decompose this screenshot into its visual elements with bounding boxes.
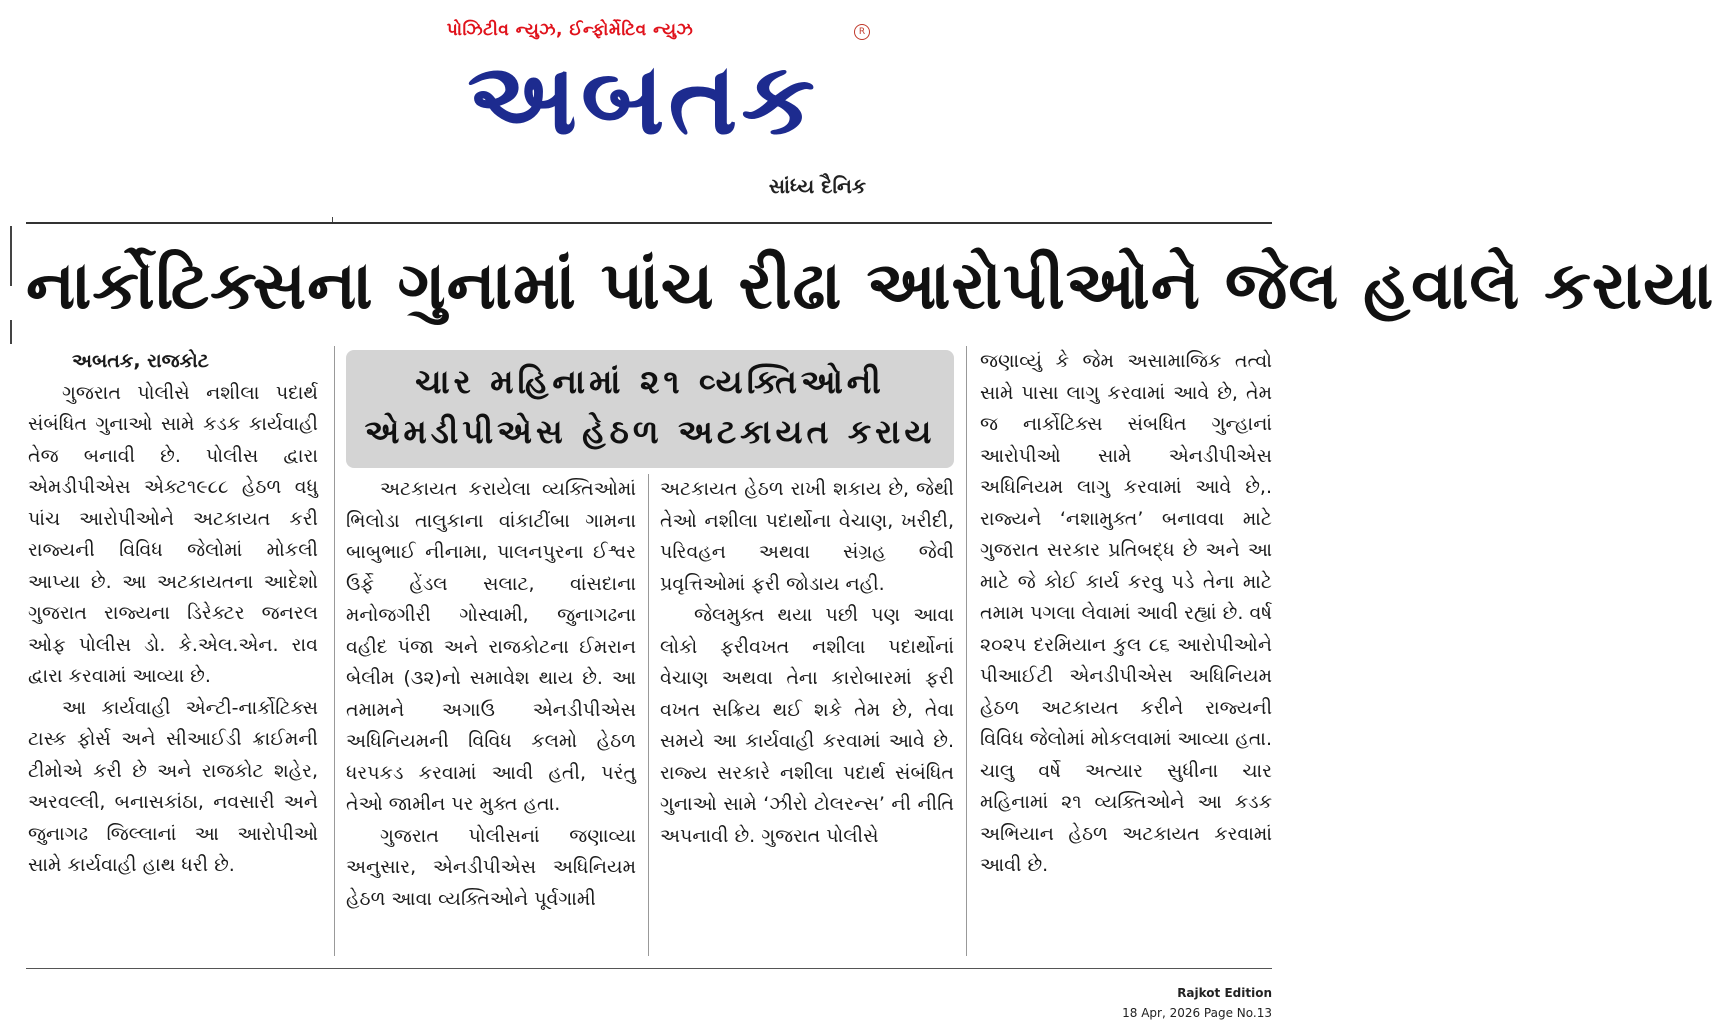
paragraph: જણાવ્યું કે જેમ અસામાજિક તત્વો સામે પાસા લાગુ કરવામાં આવે છે, તેમ જ નાર્કોટિક્સ સંબધિત ગુન્હાનાં આરોપીઓ સામે એનડીપીએસ અધિનિયમ લાગુ કરવામાં આવે છે,. રાજ્યને ‘નશામુક્ત’ બનાવવા માટે ગુજરાત સરકાર પ્રતિબદ્ધ છે અને આ માટે જે કોઈ કાર્ય કરવુ પડે તેના માટે તમામ પગલા લેવામાં આવી રહ્યાં છે. વર્ષ ૨૦૨૫ દરમિયાન કુલ ૮૬ આરોપીઓને પીઆઈટી એનડીપીએસ અધિનિયમ હેઠળ અટકાયત કરીને રાજ્યની વિવિધ જેલોમાં મોકલવામાં આવ્યા હતા. ચાલુ વર્ષે અત્યાર સુધીના ચાર મહિનામાં ૨૧ વ્યક્તિઓને આ કડક અભિયાન હેઠળ અટકાયત કરવામાં આવી છે. (980, 350, 1272, 876)
top-rule (26, 222, 1272, 224)
column-divider (334, 346, 335, 956)
registered-mark-icon: R (854, 24, 870, 40)
crop-mark (10, 226, 12, 286)
paragraph: અટકાયત હેઠળ રાખી શકાય છે, જેથી તેઓ નશીલા પદાર્થોના વેચાણ, ખરીદી, પરિવહન અથવા સંગ્રહ જેવી પ્રવૃત્તિઓમાં ફરી જોડાય નહી. (660, 478, 954, 595)
bottom-rule (26, 968, 1272, 969)
paragraph: અટકાયત કરાયેલા વ્યક્તિઓમાં ભિલોડા તાલુકાના વાંકાટીંબા ગામના બાબુભાઈ નીનામા, પાલનપુરના ઈશ્વર ઉર્ફે હેંડલ સલાટ, વાંસદાના મનોજગીરી ગોસ્વામી, જુનાગઢના વહીદ પંજા અને રાજકોટના ઈમરાન બેલીમ (૩૨)નો સમાવેશ થાય છે. આ તમામને અગાઉ એનડીપીએસ અધિનિયમની વિવિધ કલમો હેઠળ ધરપકડ કરવામાં આવી હતી, પરંતુ તેઓ જામીન પર મુક્ત હતા. (346, 478, 636, 815)
article-column-4 (980, 346, 1272, 882)
article-headline: નાર્કોટિક્સના ગુનામાં પાંચ રીઢા આરોપીઓને જેલ હવાલે કરાયા (26, 247, 1714, 324)
paragraph: આ કાર્યવાહી એન્ટી-નાર્કોટિક્સ ટાસ્ક ફોર્સ અને સીઆઈડી ક્રાઈમની ટીમોએ કરી છે અને રાજકોટ શહેર, અરવલ્લી, બનાસકાંઠા, નવસારી અને જુનાગઢ જિલ્લાનાં આ આરોપીઓ સામે કાર્યવાહી હાથ ધરી છે. (28, 696, 318, 876)
logo-text: અબતક (467, 41, 819, 157)
paragraph: ગુજરાત પોલીસનાં જણાવ્યા અનુસાર, એનડીપીએસ અધિનિયમ હેઠળ આવા વ્યક્તિઓને પૂર્વગામી (346, 824, 636, 910)
date-page-label: 18 Apr, 2026 Page No.13 (1122, 1006, 1272, 1020)
paragraph: ગુજરાત પોલીસે નશીલા પદાર્થ સંબંધિત ગુનાઓ સામે કડક કાર્યવાહી તેજ બનાવી છે. પોલીસ દ્વારા એમડીપીએસ એક્ટ૧૯૮૮ હેઠળ વધુ પાંચ આરોપીઓને અટકાયત કરી રાજ્યની વિવિધ જેલોમાં મોકલી આપ્યા છે. આ અટકાયતના આદેશો ગુજરાત રાજ્યના ડિરેક્ટર જનરલ ઓફ પોલીસ ડો. કે.એલ.એન. રાવ દ્વારા કરવામાં આવ્યા છે. (28, 381, 318, 687)
article-column-1 (28, 346, 318, 882)
subheadline-line-1: ચાર મહિનામાં ૨૧ વ્યક્તિઓની (415, 362, 885, 401)
dateline: અબતક, રાજકોટ (72, 350, 209, 372)
newspaper-logo (423, 42, 863, 162)
article-column-3 (660, 474, 954, 852)
paragraph: જેલમુક્ત થયા પછી પણ આવા લોકો ફરીવખત નશીલા પદાર્થોનાં વેચાણ અથવા તેના કારોબારમાં ફરી વખત સક્રિય થઈ શકે તેમ છે, તેવા સમયે આ કાર્યવાહી કરવામાં આવે છે. રાજ્ય સરકારે નશીલા પદાર્થ સંબંધિત ગુનાઓ સામે ‘ઝીરો ટોલરન્સ’ ની નીતિ અપનાવી છે. ગુજરાત પોલીસે (660, 604, 954, 847)
subheadline-box (346, 350, 954, 468)
crop-mark (10, 320, 12, 344)
subheadline-line-2: એમડીપીએસ હેઠળ અટકાયત કરાય (364, 412, 936, 451)
edition-label: Rajkot Edition (1177, 986, 1272, 1000)
masthead-tagline: પોઝિટીવ ન્યુઝ, ઈન્ફોર્મેટિવ ન્યુઝ (446, 20, 694, 40)
masthead-subtitle: સાંધ્ય દૈનિક (768, 174, 866, 198)
article-column-2 (346, 474, 636, 915)
column-divider (648, 474, 649, 956)
column-divider (966, 346, 967, 956)
